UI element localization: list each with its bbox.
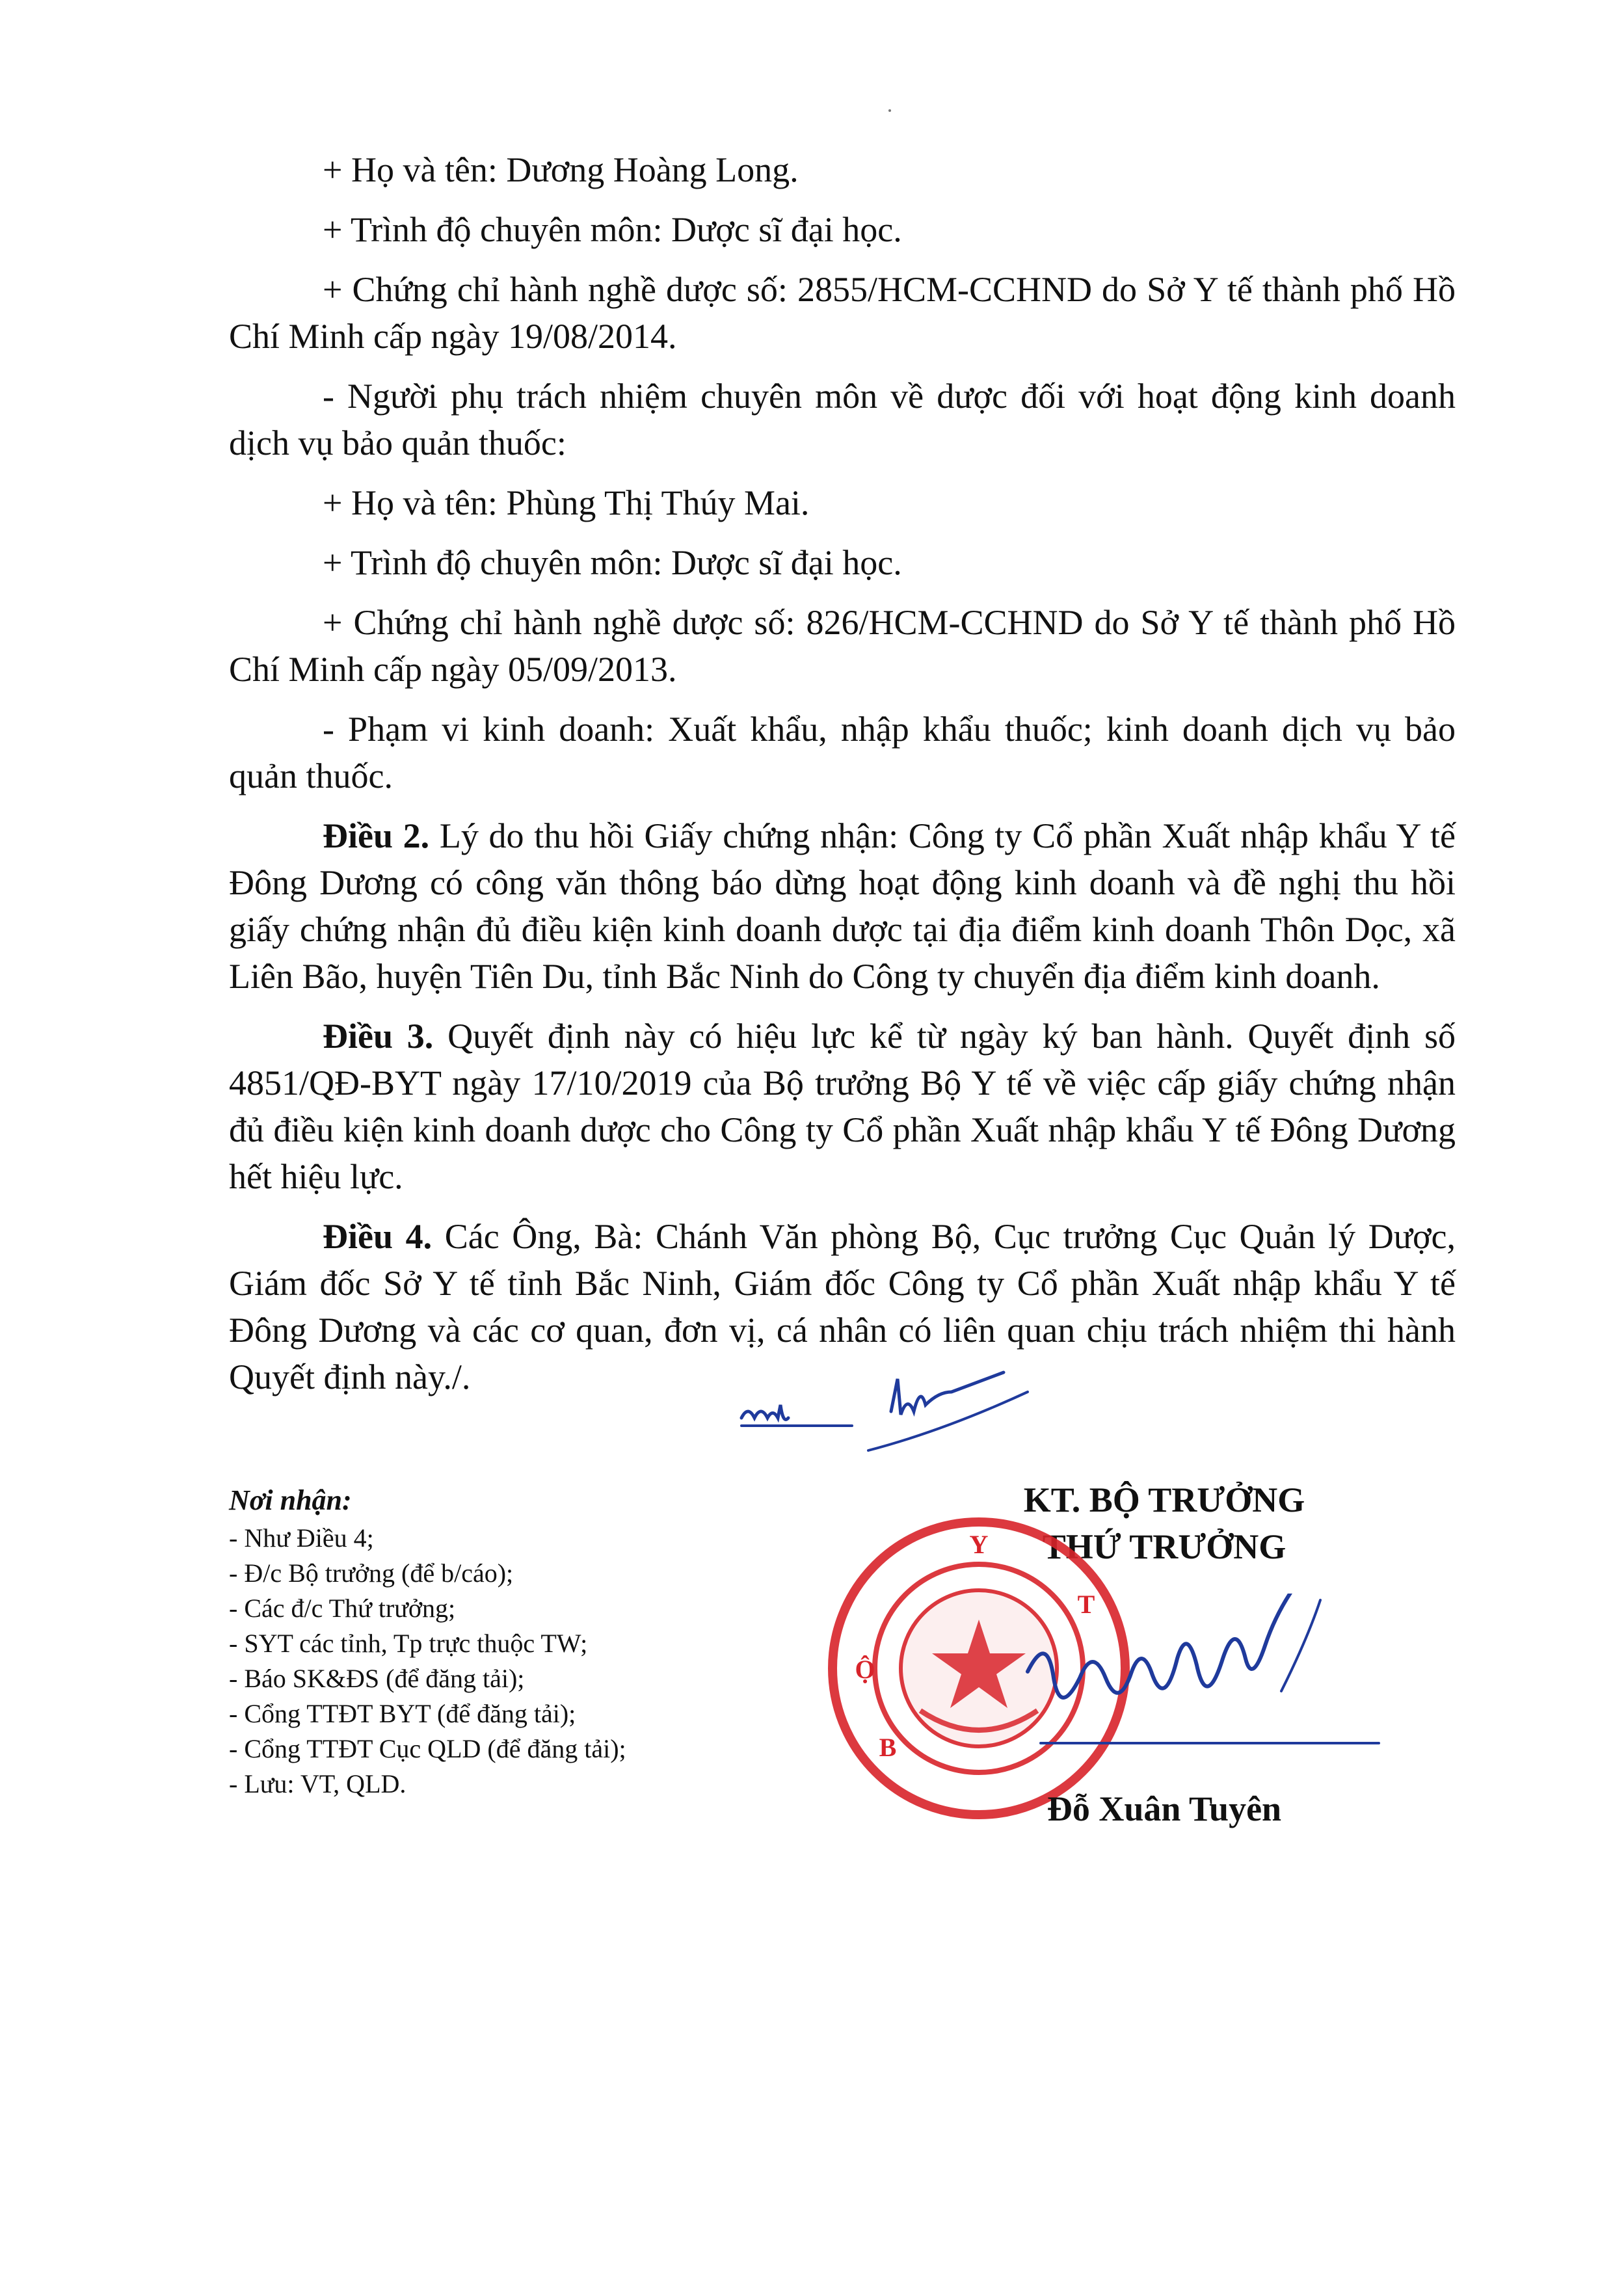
recipients-list	[229, 1521, 814, 1802]
paragraph-name-mai: + Họ và tên: Phùng Thị Thúy Mai.	[323, 483, 810, 522]
paragraph-qualification-long: + Trình độ chuyên môn: Dược sĩ đại học.	[323, 210, 902, 249]
recipient-item: - Cổng TTĐT Cục QLD (để đăng tải);	[229, 1734, 626, 1763]
recipient-item: - Các đ/c Thứ trưởng;	[229, 1594, 456, 1623]
recipients-title: Nơi nhận:	[229, 1484, 352, 1516]
svg-text:Ộ: Ộ	[855, 1655, 875, 1684]
document-body	[229, 146, 1456, 1413]
recipient-item: - Lưu: VT, QLD.	[229, 1769, 407, 1798]
paragraph-storage-manager: - Người phụ trách nhiệm chuyên môn về dược đối với hoạt động kinh doanh dịch vụ bảo quản thuốc:	[229, 377, 1456, 462]
paragraph-business-scope: - Phạm vi kinh doanh: Xuất khẩu, nhập khẩu thuốc; kinh doanh dịch vụ bảo quản thuốc.	[229, 710, 1456, 795]
article-4-text: Các Ông, Bà: Chánh Văn phòng Bộ, Cục trưởng Cục Quản lý Dược, Giám đốc Sở Y tế tỉnh Bắc Ninh, Giám đốc Công ty Cổ phần Xuất nhập khẩu Y tế Đông Dương và các cơ quan, đơn vị, cá nhân có liên quan chịu trách nhiệm thi hành Quyết định này./.	[229, 1217, 1456, 1396]
recipient-item: - SYT các tỉnh, Tp trực thuộc TW;	[229, 1629, 588, 1658]
svg-text:Y: Y	[969, 1530, 989, 1559]
recipient-item: - Đ/c Bộ trưởng (để b/cáo);	[229, 1558, 514, 1588]
signer-name: Đỗ Xuân Tuyên	[1046, 1789, 1282, 1828]
svg-text:B: B	[879, 1733, 897, 1762]
article-2-text: Lý do thu hồi Giấy chứng nhận: Công ty Cổ phần Xuất nhập khẩu Y tế Đông Dương có công văn thông báo dừng hoạt động kinh doanh và đề nghị thu hồi giấy chứng nhận đủ điều kiện kinh doanh dược tại địa điểm kinh doanh Thôn Dọc, xã Liên Bão, huyện Tiên Du, tỉnh Bắc Ninh do Công ty chuyển địa điểm kinh doanh.	[229, 816, 1456, 996]
handwritten-initials	[728, 1353, 1054, 1463]
article-3	[229, 1013, 1456, 1200]
article-3-text: Quyết định này có hiệu lực kể từ ngày ký ban hành. Quyết định số 4851/QĐ-BYT ngày 17/10/2019 của Bộ trưởng Bộ Y tế về việc cấp giấy chứng nhận đủ điều kiện kinh doanh dược cho Công ty Cổ phần Xuất nhập khẩu Y tế Đông Dương hết hiệu lực.	[229, 1017, 1456, 1196]
svg-text:T: T	[1077, 1590, 1095, 1619]
recipient-item: - Như Điều 4;	[229, 1523, 374, 1553]
article-2	[229, 812, 1456, 1000]
handwritten-signature	[1015, 1594, 1418, 1776]
article-4-label: Điều 4.	[323, 1217, 433, 1256]
signer-title-line1: KT. BỘ TRƯỞNG	[1023, 1480, 1305, 1519]
recipient-item: - Cổng TTĐT BYT (để đăng tải);	[229, 1699, 576, 1728]
paragraph-certificate-mai: + Chứng chỉ hành nghề dược số: 826/HCM-CCHND do Sở Y tế thành phố Hồ Chí Minh cấp ngày 05/09/2013.	[229, 603, 1456, 689]
paragraph-name-long: + Họ và tên: Dương Hoàng Long.	[323, 150, 799, 189]
recipient-item: - Báo SK&ĐS (để đăng tải);	[229, 1664, 525, 1693]
paragraph-certificate-long: + Chứng chỉ hành nghề dược số: 2855/HCM-CCHND do Sở Y tế thành phố Hồ Chí Minh cấp ngày 19/08/2014.	[229, 270, 1456, 356]
recipients-block	[229, 1483, 814, 1802]
article-2-label: Điều 2.	[323, 816, 430, 855]
paragraph-qualification-mai: + Trình độ chuyên môn: Dược sĩ đại học.	[323, 543, 902, 582]
scan-speck	[888, 109, 891, 112]
signer-title-line2: THỨ TRƯỞNG	[1042, 1527, 1286, 1566]
article-3-label: Điều 3.	[323, 1017, 434, 1056]
